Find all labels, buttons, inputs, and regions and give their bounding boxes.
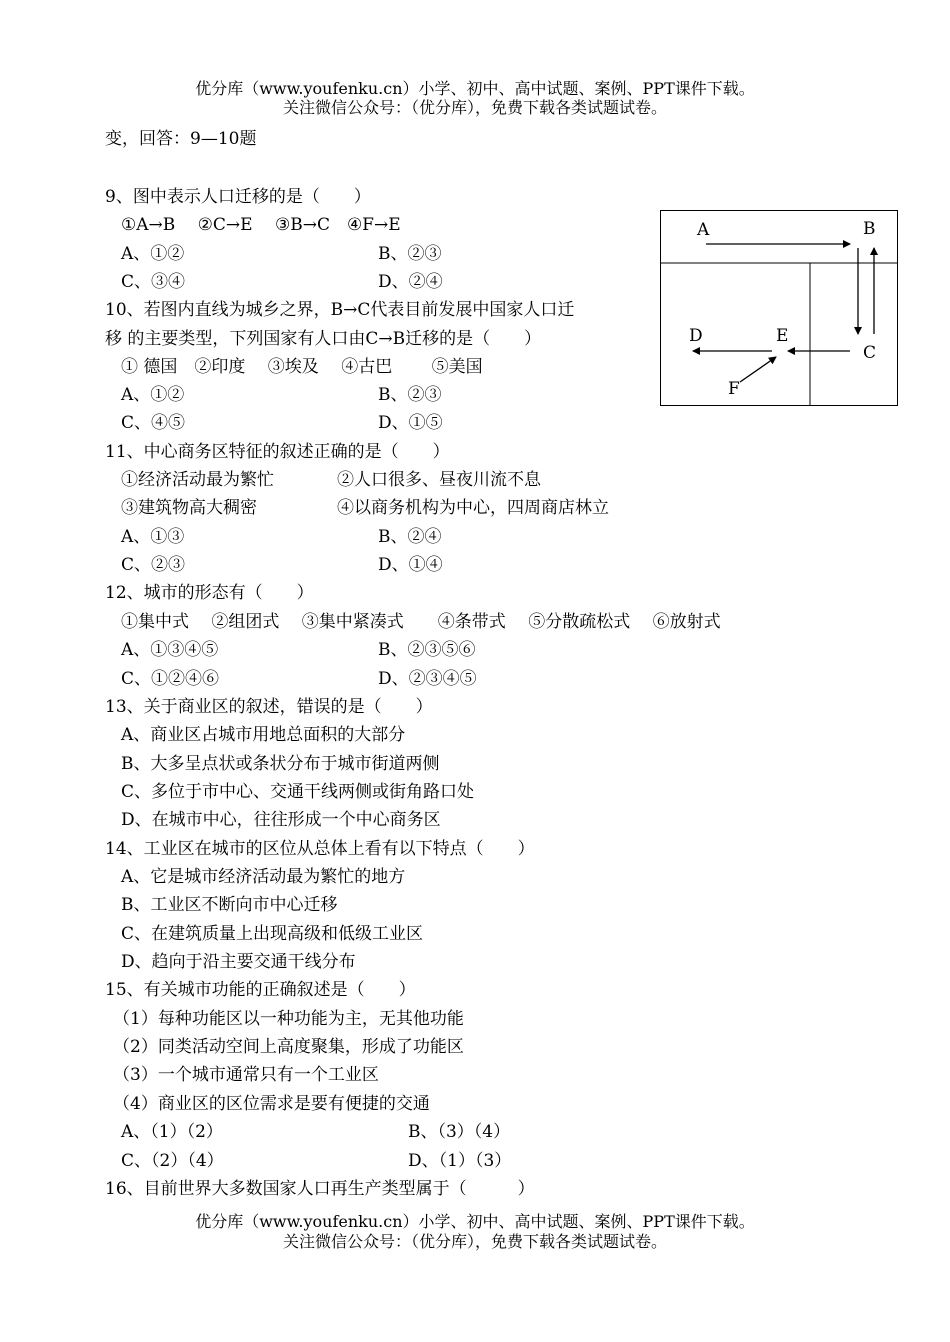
q14-stem: 14、工业区在城市的区位从总体上看有以下特点（ ）: [105, 839, 535, 859]
q15-statement-1: （1）每种功能区以一种功能为主，无其他功能: [113, 1009, 464, 1029]
footer-line-1: 优分库（www.youfenku.cn）小学、初中、高中试题、案例、PPT课件下载。: [195, 1212, 755, 1231]
q15-option-d: D、（1）（3）: [408, 1151, 512, 1171]
q11-option-d: D、①④: [378, 555, 443, 575]
q11-item-2: ②人口很多、昼夜川流不息: [337, 470, 541, 490]
q11-item-1: ①经济活动最为繁忙: [121, 470, 274, 490]
q9-option-b: B、②③: [378, 244, 442, 264]
q10-items: ① 德国 ②印度 ③埃及 ④古巴 ⑤美国: [121, 357, 483, 377]
label-d: D: [689, 326, 703, 346]
header-line-2: 关注微信公众号：（优分库），免费下载各类试题试卷。: [282, 98, 667, 117]
intro-text: 变，回答：9—10题: [105, 129, 257, 149]
label-a: A: [697, 220, 710, 240]
q11-item-3: ③建筑物高大稠密: [121, 498, 257, 518]
q11-stem: 11、中心商务区特征的叙述正确的是（ ）: [105, 442, 450, 462]
q11-item-4: ④以商务机构为中心，四周商店林立: [337, 498, 609, 518]
q9-option-a: A、①②: [121, 244, 185, 264]
q13-option-a: A、商业区占城市用地总面积的大部分: [121, 725, 406, 745]
q12-option-c: C、①②④⑥: [121, 669, 220, 689]
q12-option-d: D、②③④⑤: [378, 669, 477, 689]
label-e: E: [776, 326, 789, 346]
q10-stem-1: 10、若图内直线为城乡之界，B→C代表目前发展中国家人口迁: [105, 300, 575, 320]
q12-items: ①集中式 ②组团式 ③集中紧凑式 ④条带式 ⑤分散疏松式 ⑥放射式: [121, 612, 721, 632]
q14-option-b: B、工业区不断向市中心迁移: [121, 895, 338, 915]
q10-stem-2: 移 的主要类型，下列国家有人口由C→B迁移的是（ ）: [105, 329, 542, 349]
q12-option-b: B、②③⑤⑥: [378, 640, 476, 660]
q11-option-b: B、②④: [378, 527, 442, 547]
q11-option-a: A、①③: [121, 527, 185, 547]
q9-items: ①A→B ②C→E ③B→C ④F→E: [121, 215, 401, 235]
q15-stem: 15、有关城市功能的正确叙述是（ ）: [105, 980, 416, 1000]
footer-line-2: 关注微信公众号：（优分库），免费下载各类试题试卷。: [282, 1232, 667, 1251]
q14-option-a: A、它是城市经济活动最为繁忙的地方: [121, 867, 406, 887]
q15-option-b: B、（3）（4）: [408, 1122, 511, 1142]
arrow-f-to-e: [740, 357, 776, 382]
q13-stem: 13、关于商业区的叙述，错误的是（ ）: [105, 697, 433, 717]
q15-option-c: C、（2）（4）: [121, 1151, 224, 1171]
q10-option-c: C、④⑤: [121, 413, 186, 433]
q10-option-a: A、①②: [121, 385, 185, 405]
q15-statement-3: （3）一个城市通常只有一个工业区: [113, 1065, 379, 1085]
q10-option-b: B、②③: [378, 385, 442, 405]
q14-option-c: C、在建筑质量上出现高级和低级工业区: [121, 924, 424, 944]
label-c: C: [863, 343, 877, 363]
q9-stem: 9、图中表示人口迁移的是（ ）: [105, 187, 371, 207]
q12-option-a: A、①③④⑤: [121, 640, 219, 660]
q12-stem: 12、城市的形态有（ ）: [105, 583, 314, 603]
q9-option-d: D、②④: [378, 272, 443, 292]
q11-option-c: C、②③: [121, 555, 186, 575]
q15-option-a: A、（1）（2）: [121, 1122, 223, 1142]
q10-option-d: D、①⑤: [378, 413, 443, 433]
migration-diagram: [660, 210, 898, 406]
q16-stem: 16、目前世界大多数国家人口再生产类型属于（ ）: [105, 1179, 535, 1199]
q9-option-c: C、③④: [121, 272, 186, 292]
q13-option-b: B、大多呈点状或条状分布于城市街道两侧: [121, 754, 440, 774]
label-f: F: [728, 379, 740, 399]
q14-option-d: D、趋向于沿主要交通干线分布: [121, 952, 356, 972]
q13-option-d: D、在城市中心，往往形成一个中心商务区: [121, 810, 441, 830]
label-b: B: [863, 219, 876, 239]
q13-option-c: C、多位于市中心、交通干线两侧或街角路口处: [121, 782, 475, 802]
header-line-1: 优分库（www.youfenku.cn）小学、初中、高中试题、案例、PPT课件下载。: [195, 79, 755, 98]
q15-statement-4: （4）商业区的区位需求是要有便捷的交通: [113, 1094, 430, 1114]
q15-statement-2: （2）同类活动空间上高度聚集，形成了功能区: [113, 1037, 464, 1057]
